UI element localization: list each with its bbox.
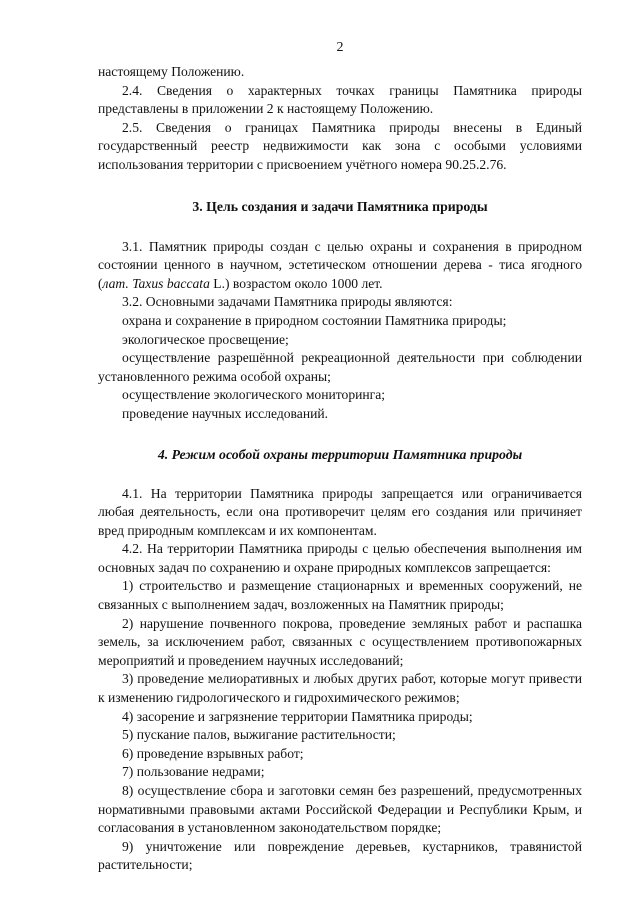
prohibition-item: 2) нарушение почвенного покрова, проведение земляных работ и распашка земель, за исключением работ, связанных с осуществлением противопожарных мероприятий и проведением научных исследований; (98, 615, 582, 668)
page-number: 2 (336, 40, 344, 55)
prohibition-item: 5) пускание палов, выжигание растительности; (122, 727, 396, 743)
paragraph-3-1 (98, 238, 582, 294)
prohibition-item: 4) засорение и загрязнение территории Памятника природы; (122, 708, 473, 724)
section-4-heading: 4. Режим особой охраны территории Памятника природы (157, 446, 523, 462)
section-3-heading: 3. Цель создания и задачи Памятника природы (192, 198, 488, 214)
paragraph-continuation: настоящему Положению. (98, 64, 245, 79)
prohibition-item: 3) проведение мелиоративных и любых других работ, которые могут привести к изменению гидрологического и гидрохимического режимов; (98, 671, 582, 706)
task-item: экологическое просвещение; (122, 331, 289, 347)
task-item: охрана и сохранение в природном состоянии Памятника природы; (122, 312, 507, 328)
paragraph-4-2: 4.2. На территории Памятника природы с целью обеспечения выполнения им основных задач по сохранению и охране природных комплексов запрещается: (98, 541, 582, 575)
prohibition-item: 1) строительство и размещение стационарных и временных сооружений, не связанных с выполнением задач, возложенных на Памятник природы; (98, 578, 582, 613)
prohibition-item: 9) уничтожение или повреждение деревьев, кустарников, травянистой растительности; (98, 838, 582, 873)
task-item: осуществление экологического мониторинга; (122, 387, 386, 403)
paragraph-3-2: 3.2. Основными задачами Памятника природы являются: (122, 294, 453, 310)
paragraph-3-1-text-start: 3.1. Памятник природы создан с целью охраны и сохранения в природном состоянии ценного в научном, эстетическом отношении дерева - тиса ягодного ( (98, 238, 582, 291)
task-item: проведение научных исследований. (122, 405, 329, 421)
paragraph-4-1: 4.1. На территории Памятника природы запрещается или ограничивается любая деятельность, если она противоречит целям его создания или причиняет вред природным комплексам и их компонентам. (98, 485, 582, 538)
latin-species-name: лат. Taxus baccata (102, 275, 210, 291)
paragraph-3-1-text-end: L.) возрастом около 1000 лет. (209, 275, 383, 291)
task-item: осуществление разрешённой рекреационной деятельности при соблюдении установленного режима особой охраны; (98, 350, 582, 384)
paragraph-2-4: 2.4. Сведения о характерных точках границы Памятника природы представлены в приложении 2 к настоящему Положению. (98, 82, 582, 117)
prohibition-item: 8) осуществление сбора и заготовки семян без разрешений, предусмотренных нормативными правовыми актами Российской Федерации и Республики Крым, и согласования в установленном законодательством порядке; (98, 783, 582, 836)
prohibition-item: 6) проведение взрывных работ; (122, 745, 304, 761)
prohibition-item: 7) пользование недрами; (122, 764, 265, 780)
paragraph-2-5: 2.5. Сведения о границах Памятника природы внесены в Единый государственный реестр недвижимости как зона с особыми условиями использования территории с присвоением учётного номера 90.25.2.76. (98, 119, 582, 172)
document-body (98, 63, 582, 875)
